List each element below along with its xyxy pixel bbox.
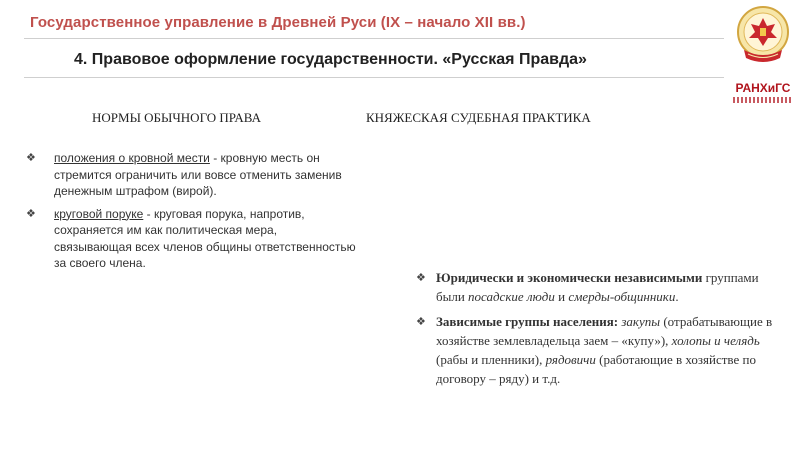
bullet-text: - круговая порука, напротив, сохраняется им как политическая мера, связывающая всех членов общины ответственностью за своего члена. xyxy=(54,206,356,270)
diamond-bullet-icon: ❖ xyxy=(26,152,36,164)
header-divider xyxy=(24,38,724,39)
slide-title: 4. Правовое оформление государственности. «Русская Правда» xyxy=(74,51,587,68)
ranepa-emblem-icon xyxy=(734,4,792,70)
left-bullet-list xyxy=(26,150,358,278)
right-bullet-list xyxy=(416,268,786,394)
bullet-text: (работающие в хозяйстве по договору – ряду) и т.д. xyxy=(436,352,756,386)
brand-subtext-decoration xyxy=(733,97,793,103)
bullet-italic: холопы и челядь xyxy=(671,333,760,348)
title-divider xyxy=(24,77,724,78)
bullet-text: (отрабатывающие в хозяйстве землевладельца заем – «купу»), xyxy=(436,314,773,348)
bullet-lead: Юридически и экономически независимыми xyxy=(436,270,703,285)
bullet-text: - кровную месть он стремится ограничить или вовсе отменить заменив денежным штрафом (вирой). xyxy=(54,151,342,198)
diamond-bullet-icon: ❖ xyxy=(416,272,426,284)
bullet-italic: посадские люди xyxy=(468,289,555,304)
bullet-text: группами были xyxy=(436,270,759,304)
right-column-heading: КНЯЖЕСКАЯ СУДЕБНАЯ ПРАКТИКА xyxy=(366,110,591,125)
bullet-term: положения о кровной мести xyxy=(54,151,210,165)
list-item xyxy=(26,150,358,200)
bullet-italic: смерды-общинники xyxy=(568,289,676,304)
list-item xyxy=(416,268,786,306)
list-item xyxy=(26,206,358,272)
bullet-italic: рядовичи xyxy=(545,352,596,367)
diamond-bullet-icon: ❖ xyxy=(26,207,36,220)
left-column-heading: НОРМЫ ОБЫЧНОГО ПРАВА xyxy=(92,110,261,125)
brand-logo: РАНХиГС xyxy=(735,81,791,95)
list-item xyxy=(416,312,786,388)
bullet-text: (рабы и пленники), xyxy=(436,352,546,367)
bullet-text: . xyxy=(675,289,679,304)
bullet-lead: Зависимые группы населения: xyxy=(436,314,619,329)
bullet-text: и xyxy=(554,289,569,304)
diamond-bullet-icon: ❖ xyxy=(416,316,426,328)
bullet-term: круговой поруке xyxy=(54,206,144,221)
header-title: Государственное управление в Древней Руси (IX – начало XII вв.) xyxy=(30,14,526,31)
bullet-italic: закупы xyxy=(621,314,661,329)
